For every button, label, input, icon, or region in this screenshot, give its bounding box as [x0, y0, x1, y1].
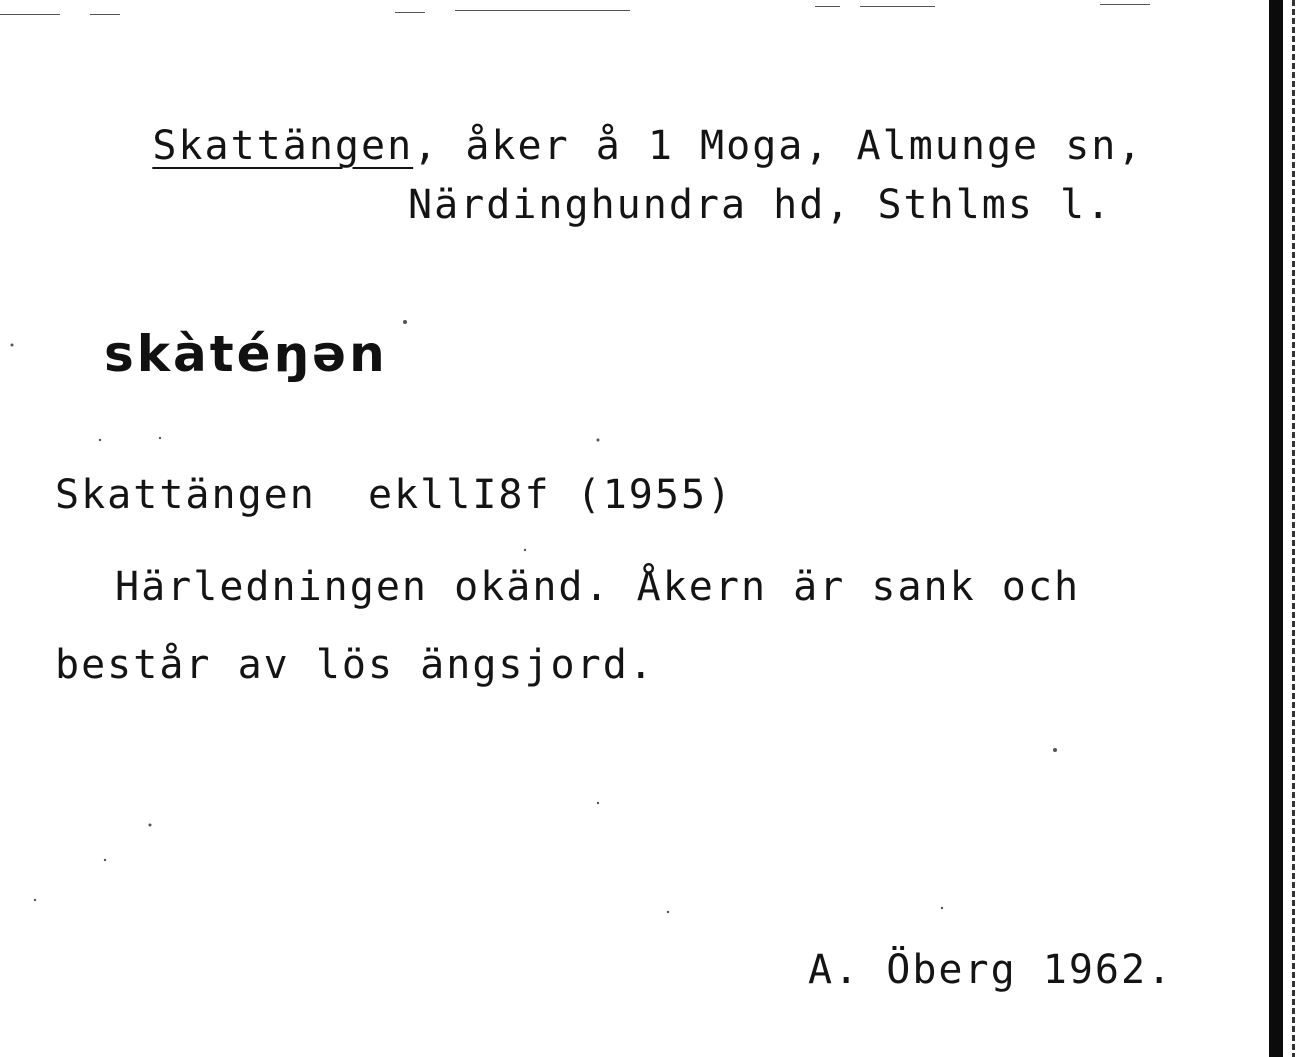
card-edge-shadow [1269, 0, 1283, 1057]
card-line-5: består av lös ängsjord. [55, 642, 655, 688]
signature: A. Öberg 1962. [808, 947, 1174, 993]
card-edge-dots [1292, 0, 1295, 1057]
location-text: , åker å 1 Moga, Almunge sn, [413, 123, 1144, 169]
headword: Skattängen [152, 123, 414, 169]
phonetic-transcription: skàtéŋən [104, 325, 388, 383]
card-line-4: Härledningen okänd. Åkern är sank och [115, 564, 1081, 610]
card-line-3: Skattängen ekllI8f (1955) [55, 472, 734, 518]
card-line-2: Närdinghundra hd, Sthlms l. [408, 182, 1113, 228]
